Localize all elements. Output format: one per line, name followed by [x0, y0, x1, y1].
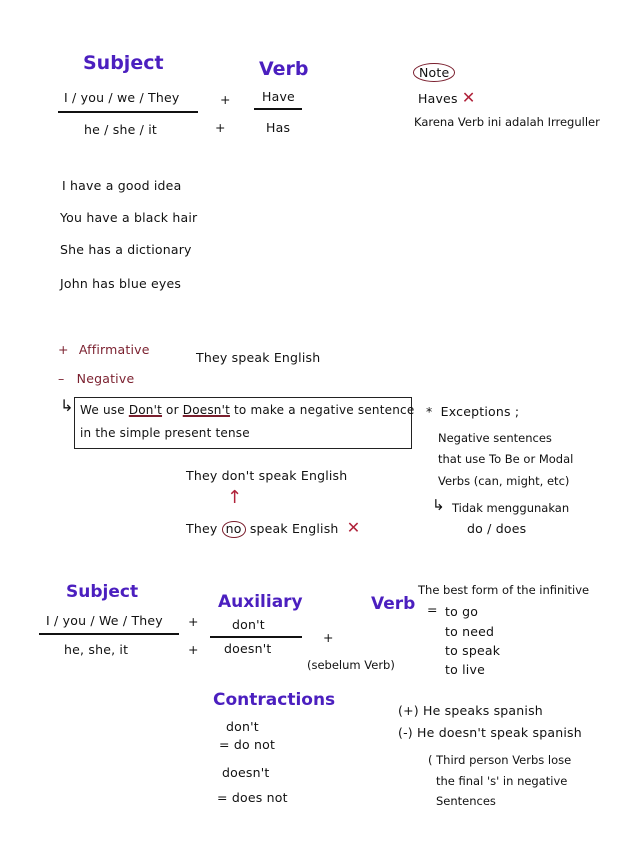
subject-heading: Subject: [83, 52, 164, 74]
exceptions-line-2: that use To Be or Modal: [438, 452, 574, 466]
exceptions-line-3: Verbs (can, might, etc): [438, 474, 570, 488]
note-wrong-word: Haves: [418, 91, 458, 106]
subject2-row2: he, she, it: [64, 642, 129, 657]
exceptions-title: Exceptions ;: [440, 404, 520, 419]
third-person-line-2: the final 's' in negative: [436, 774, 568, 788]
plus-row1: +: [220, 92, 231, 107]
exceptions-title-row: [426, 404, 519, 419]
example-1: I have a good idea: [62, 178, 182, 193]
aux-row2: doesn't: [224, 641, 272, 656]
infinitive-item-2: to need: [445, 624, 495, 639]
contraction-2-word: doesn't: [222, 765, 270, 780]
verb-heading-2: Verb: [371, 594, 416, 614]
aux-divider: [210, 636, 302, 638]
note-wrong-row: [418, 88, 475, 107]
negative-sign: –: [58, 371, 65, 386]
affirmative-sign: +: [58, 342, 69, 357]
wrong-x-icon: ✕: [346, 518, 361, 537]
subject-divider: [58, 111, 198, 113]
verb-note: (sebelum Verb): [307, 658, 395, 672]
negative-correct: They don't speak English: [186, 468, 348, 483]
box-line-2: in the simple present tense: [80, 426, 250, 440]
plus-row2: +: [215, 120, 226, 135]
subject-heading-2: Subject: [66, 582, 139, 602]
note-label: Note: [413, 63, 455, 82]
auxiliary-heading: Auxiliary: [218, 592, 303, 612]
box-line1-post: to make a negative sentence: [234, 403, 415, 417]
box-arrow-icon: ↳: [60, 396, 74, 415]
infinitive-eq: =: [427, 602, 438, 617]
exceptions-line-5: do / does: [467, 521, 527, 536]
note-text: Karena Verb ini adalah Irreguller: [414, 115, 600, 129]
exceptions-line-1: Negative sentences: [438, 431, 552, 445]
exceptions-arrow-icon: ↳: [432, 496, 445, 514]
verb-divider: [254, 108, 302, 110]
plus2-row2: +: [188, 642, 199, 657]
box-dont: Don't: [128, 403, 163, 417]
contraction-2-full: = does not: [217, 790, 288, 805]
plus2-row1: +: [188, 614, 199, 629]
contraction-1-full: = do not: [219, 737, 276, 752]
contractions-heading: Contractions: [213, 690, 336, 710]
contraction-1-word: don't: [226, 719, 259, 734]
neg-wrong-post: speak English: [249, 521, 339, 536]
positive-example: (+) He speaks spanish: [398, 703, 543, 718]
asterisk-icon: *: [426, 404, 433, 419]
wrong-x-icon: ✕: [461, 88, 476, 107]
example-2: You have a black hair: [60, 210, 198, 225]
subject-row2: he / she / it: [84, 122, 158, 137]
example-3: She has a dictionary: [60, 242, 192, 257]
negative-label: Negative: [76, 371, 135, 386]
note-badge: [413, 63, 455, 82]
negative-wrong: [186, 518, 360, 538]
subject-row1: I / you / we / They: [64, 90, 180, 105]
box-doesnt: Doesn't: [182, 403, 230, 417]
aux-row1: don't: [232, 617, 265, 632]
affirmative-example: They speak English: [196, 350, 321, 365]
negative-row: [58, 371, 134, 386]
verb-heading: Verb: [259, 58, 309, 80]
infinitive-item-3: to speak: [445, 643, 501, 658]
box-line-1: [80, 403, 414, 417]
subject2-divider: [39, 633, 179, 635]
exceptions-line-4: Tidak menggunakan: [452, 501, 570, 515]
box-or: or: [166, 403, 179, 417]
infinitive-title: The best form of the infinitive: [418, 583, 590, 597]
verb-row1: Have: [262, 89, 295, 104]
neg-wrong-pre: They: [186, 521, 218, 536]
neg-wrong-no: no: [222, 521, 246, 538]
verb-plus: +: [323, 630, 334, 645]
affirmative-row: [58, 342, 150, 357]
infinitive-item-1: to go: [445, 604, 479, 619]
example-4: John has blue eyes: [60, 276, 182, 291]
infinitive-item-4: to live: [445, 662, 485, 677]
verb-row2: Has: [266, 120, 291, 135]
third-person-line-3: Sentences: [436, 794, 496, 808]
up-arrow-icon: ↑: [227, 487, 243, 508]
negative-example: (-) He doesn't speak spanish: [398, 725, 582, 740]
subject2-row1: I / you / We / They: [46, 613, 163, 628]
affirmative-label: Affirmative: [78, 342, 150, 357]
box-line1-pre: We use: [80, 403, 125, 417]
third-person-line-1: ( Third person Verbs lose: [428, 753, 572, 767]
